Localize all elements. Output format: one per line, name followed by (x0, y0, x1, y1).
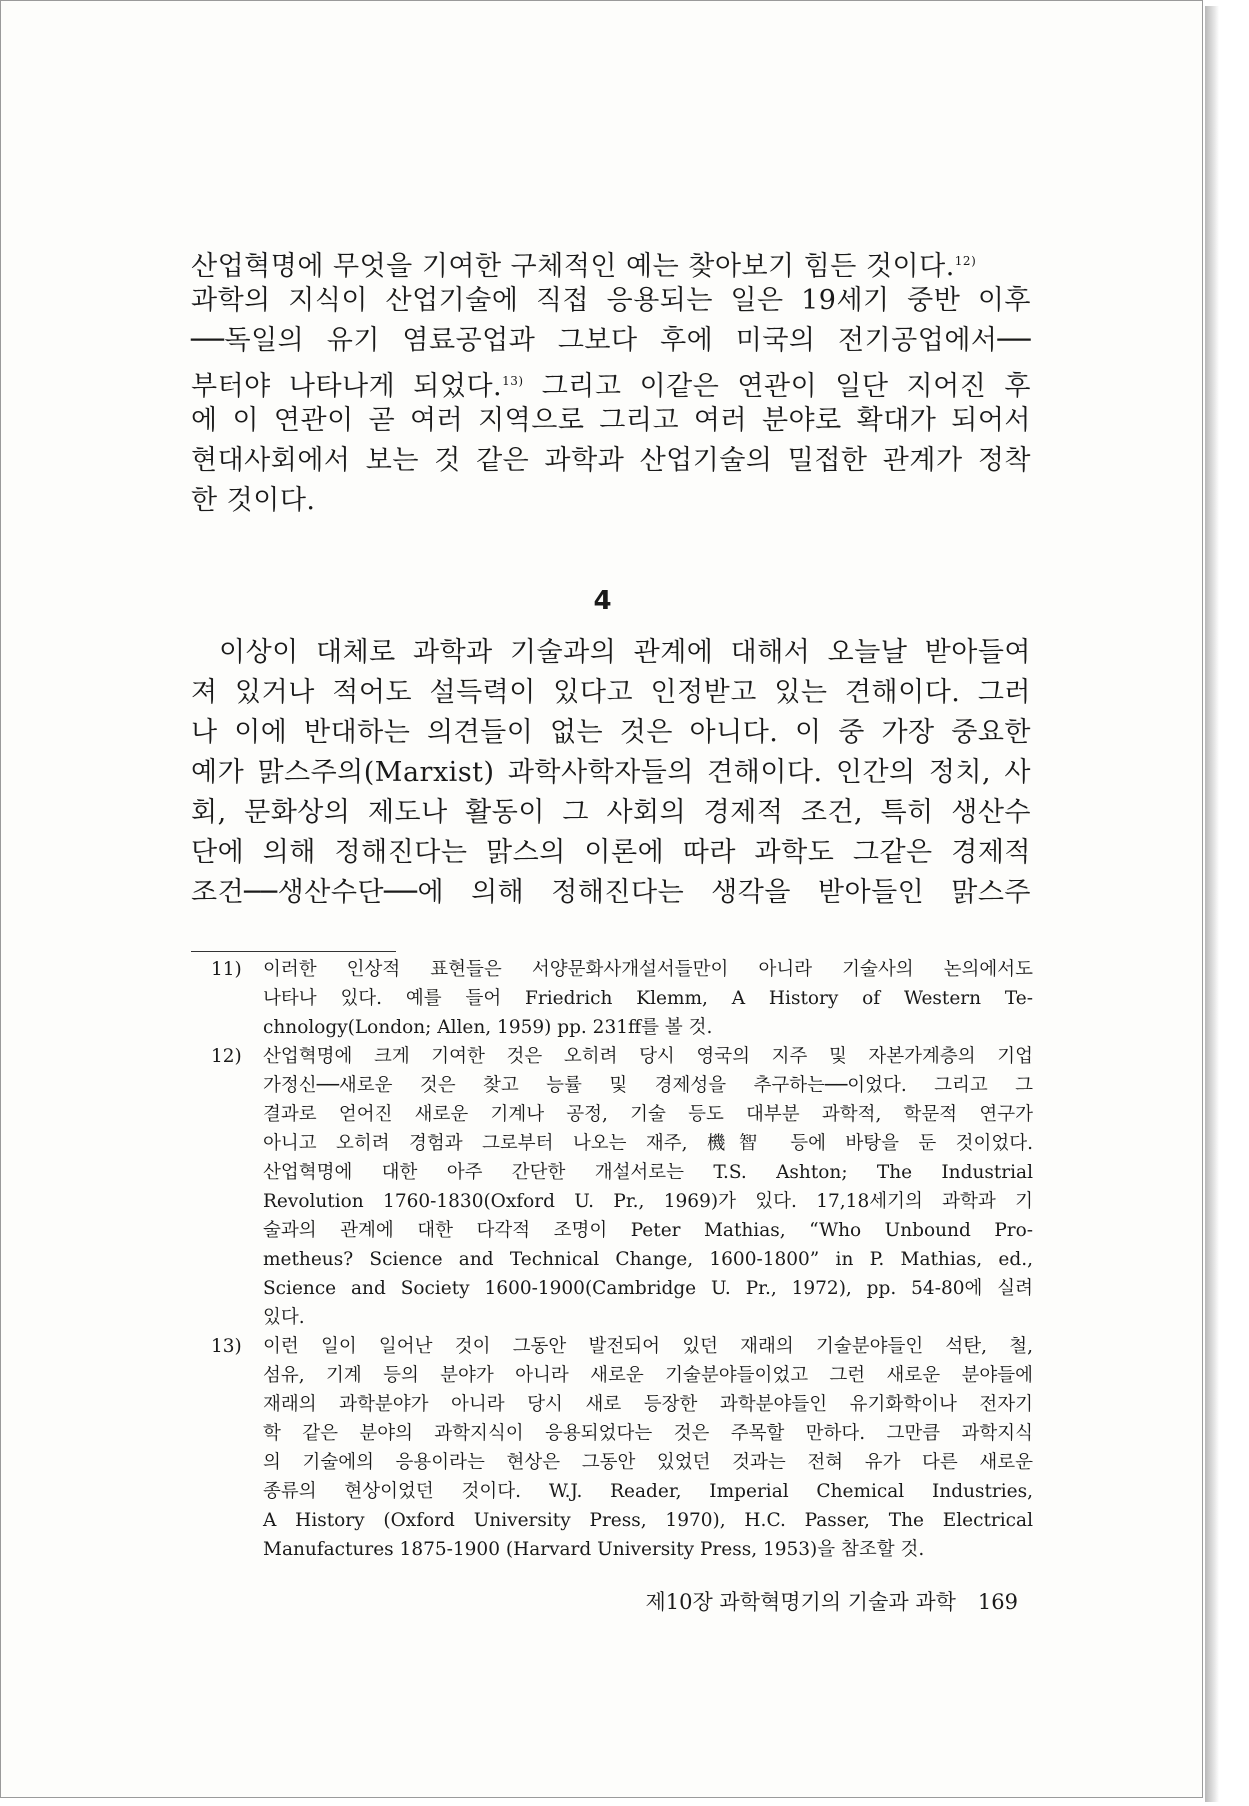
footnote-11 (211, 955, 1033, 1042)
body-line: 이상이 대체로 과학과 기술과의 관계에 대해서 오늘날 받아들여 (219, 637, 1031, 668)
body-line: 과학의 지식이 산업기술에 직접 응용되는 일은 19세기 중반 이후 (191, 285, 1031, 316)
footnote-line: 있다. (263, 1307, 305, 1328)
body-line: 조건──생산수단──에 의해 정해진다는 생각을 받아들인 맑스주 (191, 877, 1031, 908)
footnote-line: 학 같은 분야의 과학지식이 응용되었다는 것은 주목할 만하다. 그만큼 과학지식 (263, 1423, 1033, 1444)
footnote-12 (211, 1042, 1033, 1332)
footnote-number: 11) (211, 959, 242, 980)
body-line: 에 이 연관이 곧 여러 지역으로 그리고 여러 분야로 확대가 되어서 (191, 405, 1031, 436)
body-paragraph-1 (191, 241, 1031, 521)
footnote-line: Manufactures 1875-1900 (Harvard University Press, 1953)을 참조할 것. (263, 1539, 925, 1560)
footnote-separator (191, 951, 396, 952)
footnote-line: 의 기술에의 응용이라는 현상은 그동안 있었던 것과는 전혀 유가 다른 새로운 (263, 1452, 1033, 1473)
footnote-line: 결과로 얻어진 새로운 기계나 공정, 기술 등도 대부분 과학적, 학문적 연구가 (263, 1104, 1033, 1125)
footnote-line: 산업혁명에 크게 기여한 것은 오히려 당시 영국의 지주 및 자본가계층의 기업 (263, 1046, 1033, 1067)
footnote-line: 재래의 과학분야가 아니라 당시 새로 등장한 과학분야들인 유기화학이나 전자기 (263, 1394, 1033, 1415)
footnote-line: Revolution 1760-1830(Oxford U. Pr., 1969)가 있다. 17,18세기의 과학과 기 (263, 1191, 1033, 1212)
footnote-line: 이런 일이 일어난 것이 그동안 발전되어 있던 재래의 기술분야들인 석탄, 철, (263, 1336, 1033, 1357)
body-line: 예가 맑스주의(Marxist) 과학사학자들의 견해이다. 인간의 정치, 사 (191, 757, 1031, 788)
running-footer (645, 1586, 1018, 1616)
footnote-line: chnology(London; Allen, 1959) pp. 231ff를 볼 것. (263, 1017, 713, 1038)
footnotes (211, 955, 1033, 1564)
body-line: 져 있거나 적어도 설득력이 있다고 인정받고 있는 견해이다. 그러 (191, 677, 1031, 708)
footnote-ref-13: 13) (502, 374, 524, 388)
footnote-13 (211, 1332, 1033, 1564)
body-line: ──독일의 유기 염료공업과 그보다 후에 미국의 전기공업에서── (191, 325, 1031, 356)
footnote-number: 12) (211, 1046, 242, 1067)
footnote-number: 13) (211, 1336, 242, 1357)
footnote-ref-12: 12) (954, 254, 977, 268)
footnote-line: 섬유, 기계 등의 분야가 아니라 새로운 기술분야들이었고 그런 새로운 분야들에 (263, 1365, 1033, 1386)
footnote-line: 술과의 관계에 대한 다각적 조명이 Peter Mathias, “Who Unbound Pro- (263, 1220, 1033, 1241)
footnote-line: Science and Society 1600-1900(Cambridge U. Pr., 1972), pp. 54-80에 실려 (263, 1278, 1033, 1299)
footnote-line: 가정신──새로운 것은 찾고 능률 및 경제성을 추구하는──이었다. 그리고 그 (263, 1075, 1033, 1096)
footnote-line: A History (Oxford University Press, 1970), H.C. Passer, The Electrical (263, 1510, 1033, 1531)
footnote-line: 종류의 현상이었던 것이다. W.J. Reader, Imperial Chemical Industries, (263, 1481, 1033, 1502)
page-edge-shadow (1205, 6, 1219, 1802)
body-line: 회, 문화상의 제도나 활동이 그 사회의 경제적 조건, 특히 생산수 (191, 797, 1031, 828)
footnote-line: 산업혁명에 대한 아주 간단한 개설서로는 T.S. Ashton; The Industrial (263, 1162, 1033, 1183)
footnote-line: 아니고 오히려 경험과 그로부터 나오는 재주, 機智 등에 바탕을 둔 것이었다. (263, 1133, 1033, 1154)
body-line: 나 이에 반대하는 의견들이 없는 것은 아니다. 이 중 가장 중요한 (191, 717, 1031, 748)
body-line: 부터야 나타나게 되었다.$^{13)}$ 그리고 이같은 연관이 일단 지어진 후 (191, 371, 1031, 402)
page-number: 169 (977, 1590, 1018, 1614)
section-number: 4 (593, 586, 612, 616)
body-line: 현대사회에서 보는 것 같은 과학과 산업기술의 밀접한 관계가 정착 (191, 445, 1031, 476)
footnote-line: metheus? Science and Technical Change, 1600-1800” in P. Mathias, ed., (263, 1249, 1033, 1270)
body-paragraph-2 (191, 633, 1031, 913)
footnote-line: 나타나 있다. 예를 들어 Friedrich Klemm, A History of Western Te- (263, 988, 1033, 1009)
footnote-line: 이러한 인상적 표현들은 서양문화사개설서들만이 아니라 기술사의 논의에서도 (263, 959, 1033, 980)
body-line: 단에 의해 정해진다는 맑스의 이론에 따라 과학도 그같은 경제적 (191, 837, 1031, 868)
body-line: 한 것이다. (191, 485, 316, 516)
body-line: 산업혁명에 무엇을 기여한 구체적인 예는 찾아보기 힘든 것이다.$^{12)}$ (191, 251, 977, 282)
chapter-title: 제10장 과학혁명기의 기술과 과학 (645, 1590, 956, 1614)
